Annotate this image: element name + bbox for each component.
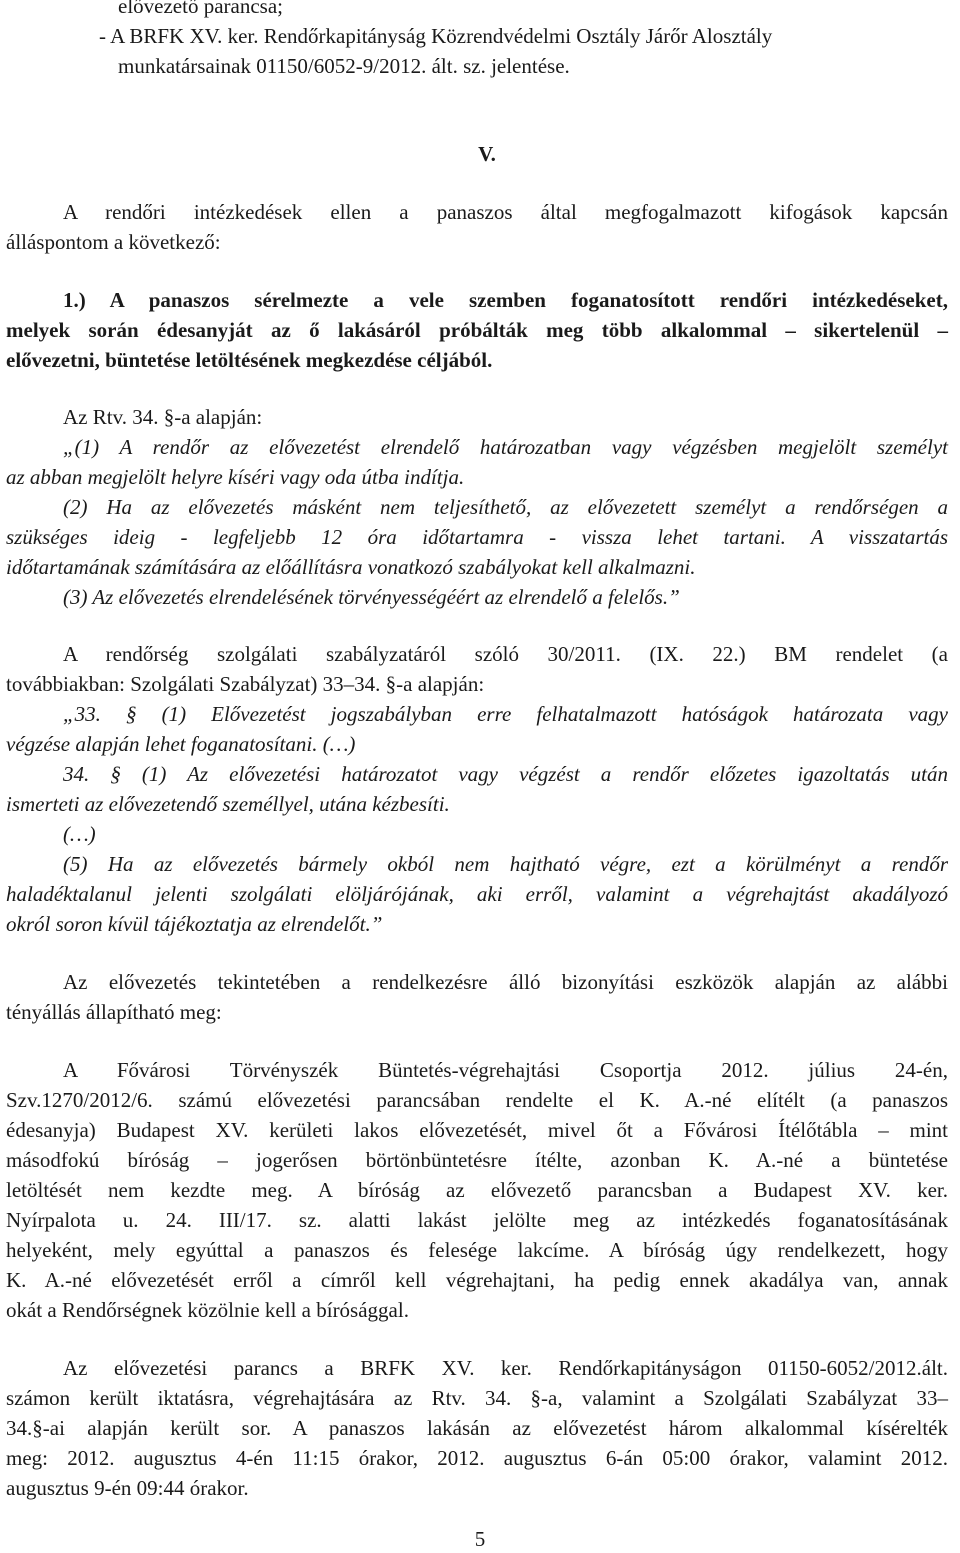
legal-quote-line: „33. § (1) Elővezetést jogszabályban erre felhatalmazott hatóságok határozata vagy (63, 702, 948, 726)
paragraph-line: Az elővezetési parancs a BRFK XV. ker. Rendőrkapitányságon 01150-6052/2012.ált. (63, 1356, 948, 1380)
complaint-line: melyek során édesanyját az ő lakásáról próbálták meg több alkalommal – sikertelenül – (6, 318, 948, 342)
paragraph-line: édesanyja) Budapest XV. kerületi lakos elővezetését, mivel őt a Fővárosi Ítélőtábla – mint (6, 1118, 948, 1142)
intro-line: munkatársainak 01150/6052-9/2012. ált. sz. jelentése. (118, 54, 570, 78)
page-number: 5 (474, 1527, 486, 1551)
legal-heading: Az Rtv. 34. §-a alapján: (63, 405, 263, 429)
legal-quote-line: szükséges ideig - legfeljebb 12 óra időtartamra - vissza lehet tartani. A visszatartás (6, 525, 948, 549)
paragraph-line: A Fővárosi Törvényszék Büntetés-végrehajtási Csoportja 2012. július 24-én, (63, 1058, 948, 1082)
legal-quote-line: (…) (63, 822, 96, 846)
paragraph-line: Szv.1270/2012/6. számú elővezetési parancsában rendelte el K. A.-né elítélt (a panaszos (6, 1088, 948, 1112)
intro-line: elővezető parancsa; (118, 0, 283, 18)
paragraph-line: okát a Rendőrségnek közölnie kell a bírósággal. (6, 1298, 409, 1322)
paragraph-line: A rendőrség szolgálati szabályzatáról szóló 30/2011. (IX. 22.) BM rendelet (a (63, 642, 948, 666)
legal-quote-line: „(1) A rendőr az elővezetést elrendelő határozatban vagy végzésben megjelölt személyt (63, 435, 948, 459)
legal-quote-line: (2) Ha az elővezetés másként nem teljesíthető, az elővezetett személyt a rendőrségen a (63, 495, 948, 519)
legal-quote-line: 34. § (1) Az elővezetési határozatot vagy végzést a rendőr előzetes igazoltatás után (63, 762, 948, 786)
legal-quote-line: végzése alapján lehet foganatosítani. (…) (6, 732, 356, 756)
paragraph-line: Nyírpalota u. 24. III/17. sz. alatti lakást jelölte meg az intézkedés foganatosításának (6, 1208, 948, 1232)
legal-quote-line: okról soron kívül tájékoztatja az elrendelőt.” (6, 912, 383, 936)
paragraph-line: K. A.-né elővezetését erről a címről kell végrehajtani, ha pedig ennek akadálya van, annak (6, 1268, 948, 1292)
paragraph-line: A rendőri intézkedések ellen a panaszos által megfogalmazott kifogások kapcsán (63, 200, 948, 224)
legal-quote-line: ismerteti az elővezetendő személlyel, utána kézbesíti. (6, 792, 450, 816)
legal-quote-line: haladéktalanul jelenti szolgálati elöljárójának, aki erről, valamint a végrehajtást akadályozó (6, 882, 948, 906)
paragraph-line: másodfokú bíróság – jogerősen börtönbüntetésre ítélte, azonban K. A.-né a büntetése (6, 1148, 948, 1172)
intro-line: - A BRFK XV. ker. Rendőrkapitányság Közrendvédelmi Osztály Járőr Alosztály (99, 24, 773, 48)
paragraph-line: meg: 2012. augusztus 4-én 11:15 órakor, 2012. augusztus 6-án 05:00 órakor, valamint 2012. (6, 1446, 948, 1470)
complaint-line: 1.) A panaszos sérelmezte a vele szemben foganatosított rendőri intézkedéseket, (63, 288, 948, 312)
paragraph-line: augusztus 9-én 09:44 órakor. (6, 1476, 249, 1500)
legal-quote-line: időtartamának számítására az előállításra vonatkozó szabályokat kell alkalmazni. (6, 555, 696, 579)
paragraph-line: továbbiakban: Szolgálati Szabályzat) 33–34. §-a alapján: (6, 672, 485, 696)
paragraph-line: 34.§-ai alapján került sor. A panaszos lakásán az elővezetést három alkalommal kísérelték (6, 1416, 948, 1440)
legal-quote-line: (3) Az elővezetés elrendelésének törvényességéért az elrendelő a felelős.” (63, 585, 680, 609)
section-heading: V. (478, 142, 496, 166)
complaint-line: elővezetni, büntetése letöltésének megkezdése céljából. (6, 348, 493, 372)
legal-quote-line: (5) Ha az elővezetés bármely okból nem hajtható végre, ezt a körülményt a rendőr (63, 852, 948, 876)
legal-quote-line: az abban megjelölt helyre kíséri vagy oda útba indítja. (6, 465, 465, 489)
paragraph-line: Az elővezetés tekintetében a rendelkezésre álló bizonyítási eszközök alapján az alábbi (63, 970, 948, 994)
paragraph-line: számon került iktatásra, végrehajtására az Rtv. 34. §-a, valamint a Szolgálati Szabályzat 33– (6, 1386, 948, 1410)
paragraph-line: helyeként, mely egyúttal a panaszos és felesége lakcíme. A bíróság úgy rendelkezett, hogy (6, 1238, 948, 1262)
paragraph-line: tényállás állapítható meg: (6, 1000, 222, 1024)
paragraph-line: álláspontom a következő: (6, 230, 221, 254)
paragraph-line: letöltését nem kezdte meg. A bíróság az elővezető parancsban a Budapest XV. ker. (6, 1178, 948, 1202)
